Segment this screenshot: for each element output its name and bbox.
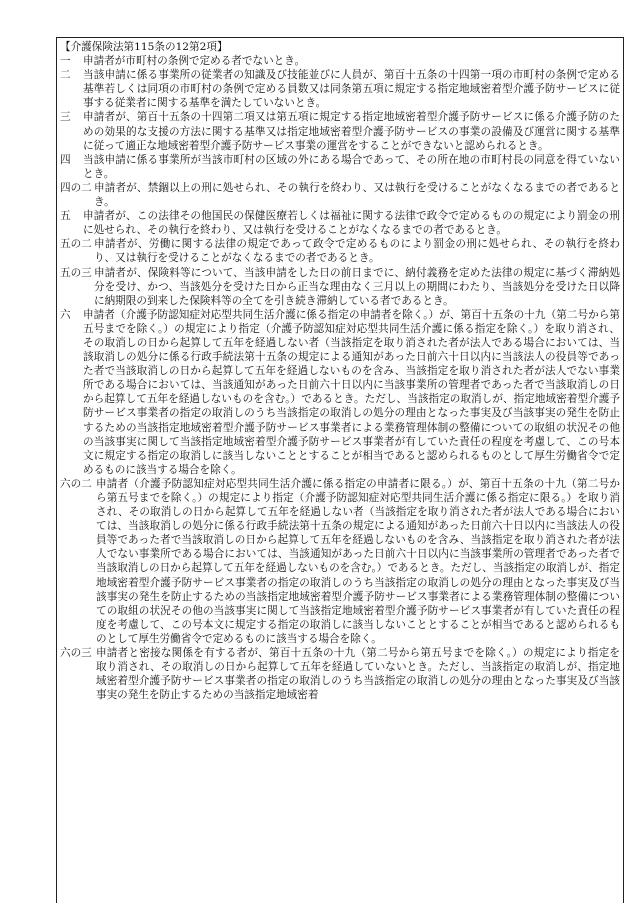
clause-number: 五の三 — [60, 266, 92, 279]
clause-number: 六の三 — [60, 647, 92, 660]
clause-text: 申請者（介護予防認知症対応型共同生活介護に係る指定の申請者に限る。）が、第百十五条の十九（第二号から第五号までを除く。）の規定により指定（介護予防認知症対応型共同生活介護に係る指定に限る。）を取り消され、その取消しの日から起算して五年を経過しない者（当該指定を取り消された者が法人である場合においては、当該取消しの処分に係る行政手続法第十五条の規定による通知があった日前六十日以内に当該法人の役員等であった者で当該取消しの日から起算して五年を経過しないものを含み、当該指定を取り消された者が法人でない事業所である場合においては、当該通知があった日前六十日以内に当該事業所の管理者であった者で当該取消しの日から起算して五年を経過しないものを含む。）であるとき。ただし、当該指定の取消しが、指定地域密着型介護予防サービス事業者の指定の取消しのうち当該指定の取消しの処分の理由となった事実及び当該事実の発生を防止するための当該指定地域密着型介護予防サービス事業者による業務管理体制の整備についての取組の状況その他の当該事実に関して当該指定地域密着型介護予防サービス事業者が有していた責任の程度を考慮して、この号本文に規定する指定の取消しに該当しないこととすることが相当であると認められるものとして厚生労働省令で定めるものに該当する場合を除く。 — [96, 477, 620, 645]
clause-5-3 — [60, 266, 620, 308]
clause-number: 六の二 — [60, 477, 92, 490]
document-body — [57, 38, 623, 702]
clause-text: 当該申請に係る事業所が当該市町村の区域の外にある場合であって、その所在地の市町村長の同意を得ていないとき。 — [83, 153, 620, 180]
clause-2 — [60, 68, 620, 110]
clause-number: 一 — [60, 55, 71, 68]
clause-6 — [60, 308, 620, 477]
clause-text: 申請者と密接な関係を有する者が、第百十五条の十九（第二号から第五号までを除く。）の規定により指定を取り消され、その取消しの日から起算して五年を経過していないとき。ただし、当該指定の取消しが、指定地域密着型介護予防サービス事業者の指定の取消しのうち当該指定の取消しの処分の理由となった事実及び当該事実の発生を防止するための当該指定地域密着 — [96, 647, 620, 702]
clause-5-2 — [60, 237, 620, 265]
clause-text: 申請者が市町村の条例で定める者でないとき。 — [83, 55, 306, 68]
section-heading: 【介護保険法第115条の12第2項】 — [60, 41, 228, 53]
document-frame — [56, 37, 624, 903]
clause-1 — [60, 54, 620, 68]
clause-number: 二 — [60, 69, 71, 82]
clause-number: 五の二 — [60, 238, 92, 251]
clause-5 — [60, 209, 620, 237]
clause-text: 当該申請に係る事業所の従業者の知識及び技能並びに人員が、第百十五条の十四第一項の市町村の条例で定める基準若しくは同項の市町村の条例で定める員数又は同条第五項に規定する指定地域密着型介護予防サービスに従事する従業者に関する基準を満たしていないとき。 — [83, 69, 620, 110]
clause-number: 六 — [60, 308, 71, 321]
clause-6-3 — [60, 646, 620, 702]
clause-text: 申請者が、この法律その他国民の保健医療若しくは福祉に関する法律で政令で定めるものの規定により罰金の刑に処せられ、その執行を終わり、又は執行を受けることがなくなるまでの者であるとき。 — [83, 210, 620, 237]
clause-4-2 — [60, 181, 620, 209]
clause-6-2 — [60, 477, 620, 646]
clause-4 — [60, 153, 620, 181]
clause-3 — [60, 110, 620, 152]
clause-number: 五 — [60, 210, 71, 223]
clause-text: 申請者が、禁錮以上の刑に処せられ、その執行を終わり、又は執行を受けることがなくなるまでの者であるとき。 — [94, 181, 620, 209]
clause-text: 申請者が、保険料等について、当該申請をした日の前日までに、納付義務を定めた法律の規定に基づく滞納処分を受け、かつ、当該処分を受けた日から正当な理由なく三月以上の期間にわたり、当該処分を受けた日以降に納期限の到来した保険料等の全てを引き続き滞納している者であるとき。 — [94, 266, 620, 307]
clause-number: 四の二 — [60, 181, 92, 194]
clause-number: 四 — [60, 153, 71, 166]
clause-text: 申請者が、労働に関する法律の規定であって政令で定めるものにより罰金の刑に処せられ、その執行を終わり、又は執行を受けることがなくなるまでの者であるとき。 — [94, 238, 620, 265]
clause-number: 三 — [60, 111, 71, 124]
clause-text: 申請者が、第百十五条の十四第二項又は第五項に規定する指定地域密着型介護予防サービスに係る介護予防のための効果的な支援の方法に関する基準又は指定地域密着型介護予防サービスの事業の設備及び運営に関する基準に従って適正な地域密着型介護予防サービス事業の運営をすることができないと認められるとき。 — [83, 111, 620, 152]
clause-text: 申請者（介護予防認知症対応型共同生活介護に係る指定の申請者を除く。）が、第百十五条の十九（第二号から第五号までを除く。）の規定により指定（介護予防認知症対応型共同生活介護に係る指定を除く。）を取り消され、その取消しの日から起算して五年を経過しない者（当該指定を取り消された者が法人である場合においては、当該取消しの処分に係る行政手続法第十五条の規定による通知があった日前六十日以内に当該法人の役員等であった者で当該取消しの日から起算して五年を経過しないものを含み、当該指定を取り消された者が法人でない事業所である場合においては、当該通知があった日前六十日以内に当該事業所の管理者であった者で当該取消しの日から起算して五年を経過しないものを含む。）であるとき。ただし、当該指定の取消しが、指定地域密着型介護予防サービス事業者の指定の取消しのうち当該指定の取消しの処分の理由となった事実及び当該事実の発生を防止するための当該指定地域密着型介護予防サービス事業者による業務管理体制の整備についての取組の状況その他の当該事実に関して当該指定地域密着型介護予防サービス事業者が有していた責任の程度を考慮して、この号本文に規定する指定の取消しに該当しないこととすることが相当であると認められるものとして厚生労働省令で定めるものに該当する場合を除く。 — [83, 308, 620, 476]
